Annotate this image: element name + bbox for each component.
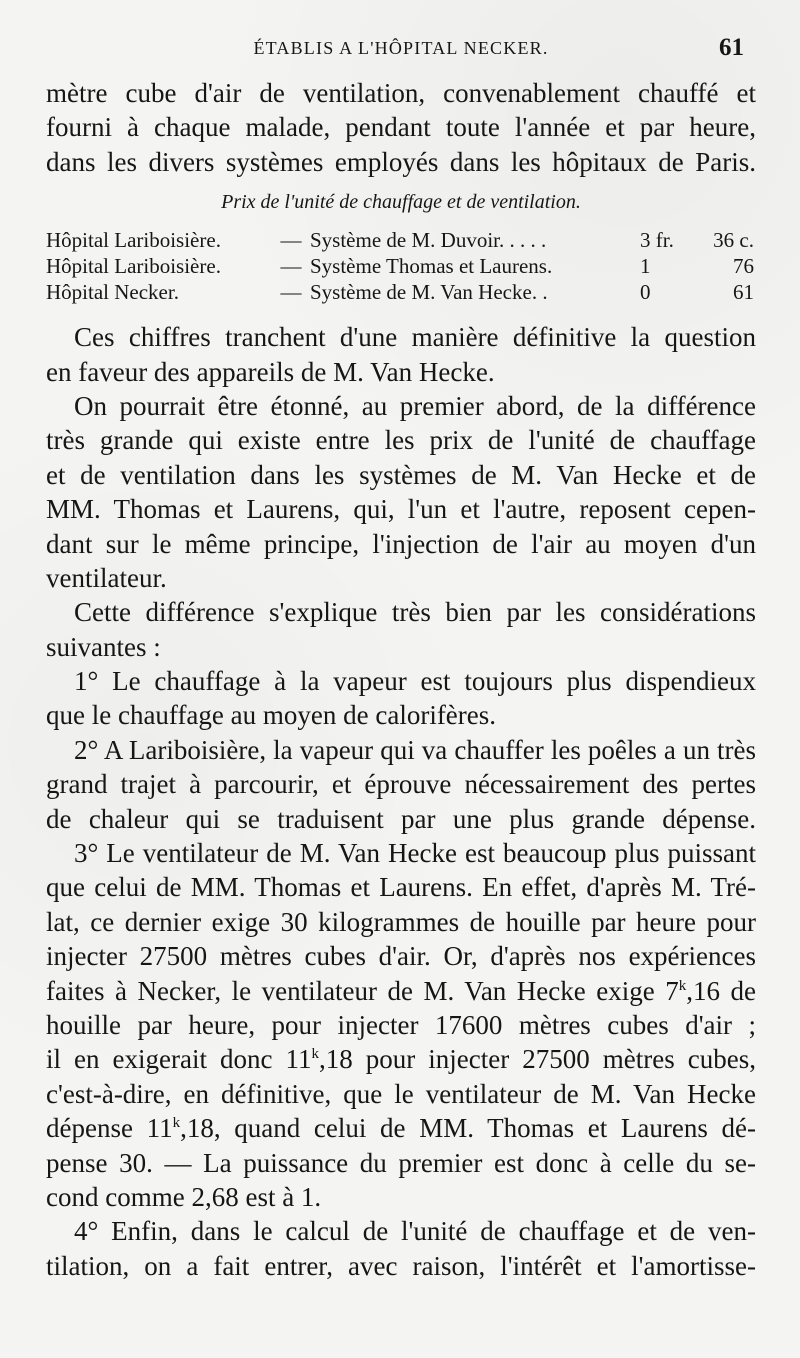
francs-cell: 1	[640, 254, 651, 279]
centimes-cell: 36 c.	[713, 228, 754, 253]
centimes-cell: 76	[733, 254, 754, 279]
dash-cell: —	[280, 228, 302, 253]
text-line: en faveur des appareils de M. Van Hecke.	[46, 356, 495, 387]
text-line: Ces chiffres tranchent d'une manière définitive la question	[74, 322, 756, 353]
body-text	[46, 320, 756, 1283]
text-line: et de ventilation dans les systèmes de M. Van Hecke et de	[46, 459, 756, 490]
text-line: fourni à chaque malade, pendant toute l'année et par heure,	[46, 112, 756, 143]
intro-paragraph	[46, 76, 756, 179]
text-line: 2° A Lariboisière, la vapeur qui va chauffer les poêles a un très	[74, 734, 756, 765]
text-line: que le chauffage au moyen de calorifères.	[46, 700, 497, 731]
text-line: lat, ce dernier exige 30 kilogrammes de houille par heure pour	[46, 906, 756, 937]
text-line: dant sur le même principe, l'injection de l'air au moyen d'un	[46, 528, 756, 559]
table-row	[46, 254, 754, 280]
system-cell: Système de M. Duvoir. . . . .	[310, 228, 547, 253]
page-number: 61	[719, 34, 744, 61]
table-row	[46, 280, 754, 306]
system-cell: Système Thomas et Laurens.	[310, 254, 553, 279]
hospital-cell: Hôpital Lariboisière.	[46, 228, 221, 253]
text-line: 3° Le ventilateur de M. Van Hecke est beaucoup plus puissant	[74, 838, 756, 869]
text-line: très grande qui existe entre les prix de l'unité de chauffage	[46, 425, 756, 456]
text-line: Cette différence s'explique très bien par les considérations	[74, 597, 756, 628]
text-line: mètre cube d'air de ventilation, convenablement chauffé et	[46, 78, 756, 108]
text-line: ventilateur.	[46, 562, 167, 593]
text-line: dépense 11$^k$,18, quand celui de MM. Thomas et Laurens dé-	[46, 1113, 756, 1144]
system-cell: Système de M. Van Hecke. .	[310, 280, 548, 305]
francs-cell: 3 fr.	[640, 228, 674, 253]
text-line: c'est-à-dire, en définitive, que le ventilateur de M. Van Hecke	[46, 1078, 756, 1109]
price-table	[46, 228, 754, 306]
text-line: que celui de MM. Thomas et Laurens. En effet, d'après M. Tré-	[46, 872, 756, 903]
text-line: suivantes :	[46, 631, 161, 662]
text-line: faites à Necker, le ventilateur de M. Van Hecke exige 7$^k$,16 de	[46, 975, 756, 1006]
hospital-cell: Hôpital Lariboisière.	[46, 254, 221, 279]
text-line: On pourrait être étonné, au premier abord, de la différence	[74, 390, 756, 421]
hospital-cell: Hôpital Necker.	[46, 280, 179, 305]
text-line: cond comme 2,68 est à 1.	[46, 1181, 322, 1212]
text-line: 4° Enfin, dans le calcul de l'unité de chauffage et de ven-	[74, 1216, 756, 1247]
text-line: MM. Thomas et Laurens, qui, l'un et l'autre, reposent cepen-	[46, 494, 756, 525]
text-line: grand trajet à parcourir, et éprouve nécessairement des pertes	[46, 769, 756, 800]
table-caption: Prix de l'unité de chauffage et de ventilation.	[221, 191, 581, 214]
dash-cell: —	[280, 254, 302, 279]
text-line: 1° Le chauffage à la vapeur est toujours plus dispendieux	[74, 666, 756, 697]
table-row	[46, 228, 754, 254]
text-line: de chaleur qui se traduisent par une plus grande dépense.	[46, 803, 756, 834]
running-title: ÉTABLIS A L'HÔPITAL NECKER.	[253, 38, 549, 58]
text-line: dans les divers systèmes employés dans les hôpitaux de Paris.	[46, 146, 756, 177]
text-line: injecter 27500 mètres cubes d'air. Or, d'après nos expériences	[46, 941, 756, 972]
running-header	[46, 34, 756, 70]
francs-cell: 0	[640, 280, 651, 305]
text-line: houille par heure, pour injecter 17600 mètres cubes d'air ;	[46, 1009, 756, 1040]
text-line: pense 30. — La puissance du premier est donc à celle du se-	[46, 1147, 756, 1178]
text-line: il en exigerait donc 11$^k$,18 pour injecter 27500 mètres cubes,	[46, 1044, 757, 1075]
centimes-cell: 61	[733, 280, 754, 305]
text-line: tilation, on a fait entrer, avec raison, l'intérêt et l'amortisse-	[46, 1250, 756, 1281]
dash-cell: —	[280, 280, 302, 305]
